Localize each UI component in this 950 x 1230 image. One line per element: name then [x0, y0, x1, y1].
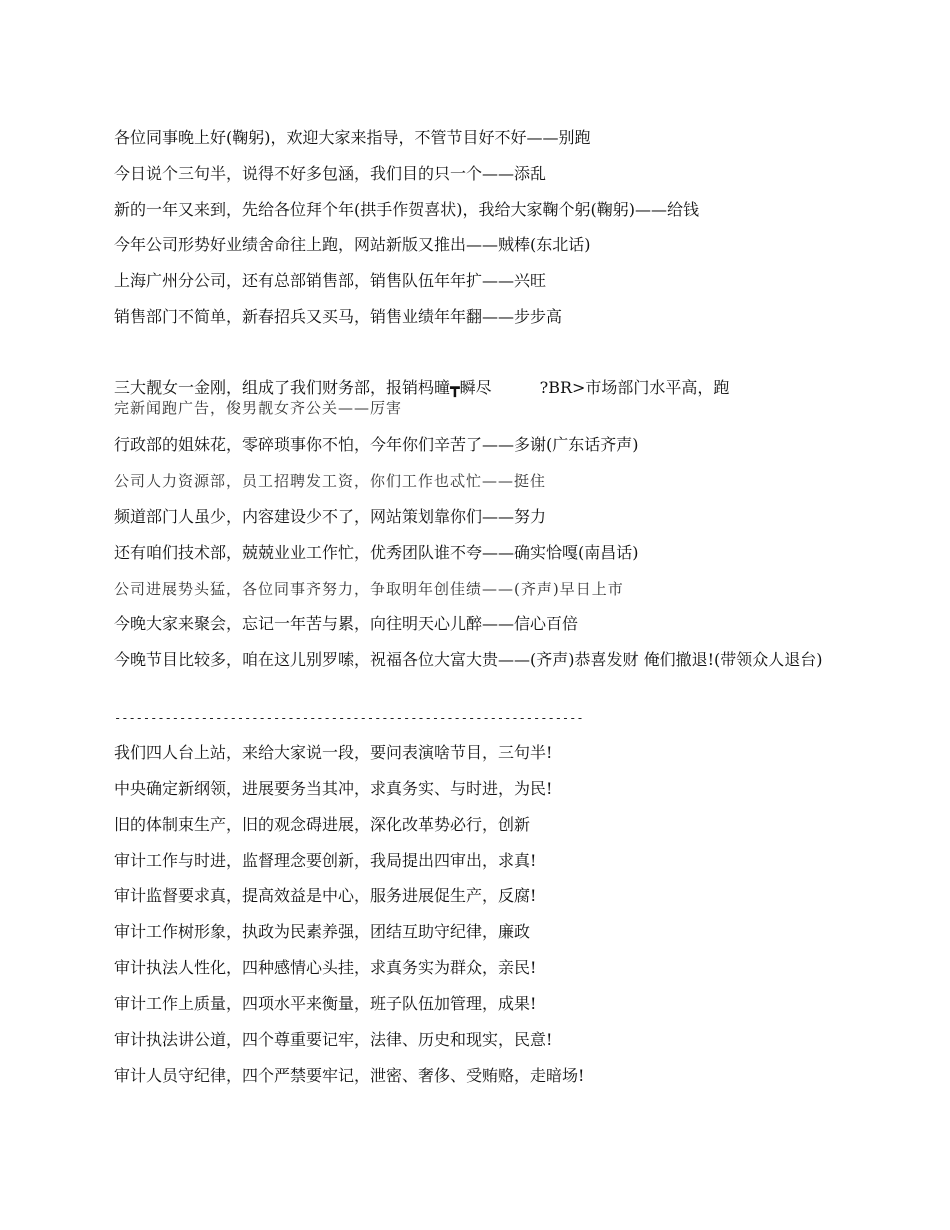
text-segment: ?BR>市场部门水平高，跑 — [539, 378, 730, 397]
text-line: 今晚大家来聚会，忘记一年苦与累，向往明天心儿醉——信心百倍 — [114, 614, 579, 633]
text-line: 频道部门人虽少，内容建设少不了，网站策划靠你们——努力 — [114, 507, 547, 526]
text-line: 各位同事晚上好(鞠躬)，欢迎大家来指导，不管节目好不好——别跑 — [114, 128, 591, 147]
text-line: 审计执法讲公道，四个尊重要记牢，法律、历史和现实，民意! — [114, 1030, 553, 1049]
text-line: 旧的体制束生产，旧的观念碍进展，深化改革势必行，创新 — [114, 815, 531, 834]
text-line: 审计工作上质量，四项水平来衡量，班子队伍加管理，成果! — [114, 994, 537, 1013]
text-line: 上海广州分公司，还有总部销售部，销售队伍年年扩——兴旺 — [114, 271, 547, 290]
text-line: 今年公司形势好业绩舍命往上跑，网站新版又推出——贼棒(东北话) — [114, 235, 591, 254]
text-segment-continuation: 完新闻跑广告，俊男靓女齐公关——厉害 — [114, 399, 403, 417]
text-segment: 三大靓女一金刚，组成了我们财务部，报销杩曈┳瞬尽 — [114, 378, 492, 397]
text-line: 审计执法人性化，四种感情心头挂，求真务实为群众，亲民! — [114, 958, 537, 977]
text-line: 公司人力资源部，员工招聘发工资，你们工作也忒忙——挺住 — [114, 472, 547, 490]
text-line: 还有咱们技术部，兢兢业业工作忙，优秀团队谁不夸——确实恰嘎(南昌话) — [114, 543, 639, 562]
text-line-wrapped: 今晚节目比较多，咱在这儿别罗嗦，祝福各位大富大贵——(齐声)恭喜发财 俺们撤退!(带领众人退台) — [114, 650, 823, 669]
text-line: 我们四人台上站，来给大家说一段，要问表演啥节目，三句半! — [114, 743, 553, 762]
text-line: 销售部门不简单，新春招兵又买马，销售业绩年年翻——步步高 — [114, 307, 563, 326]
text-line: 行政部的姐妹花，零碎琐事你不怕，今年你们辛苦了——多谢(广东话齐声) — [114, 435, 639, 454]
text-line: 审计人员守纪律，四个严禁要牢记，泄密、奢侈、受贿赂，走暗场! — [114, 1066, 585, 1085]
text-line-garbled — [114, 378, 844, 418]
text-line: 今日说个三句半，说得不好多包涵，我们目的只一个——添乱 — [114, 164, 547, 183]
text-line: 审计监督要求真，提高效益是中心，服务进展促生产，反腐! — [114, 886, 537, 905]
text-line: 审计工作与时进，监督理念要创新，我局提出四审出，求真! — [114, 851, 537, 870]
text-line: 公司进展势头猛，各位同事齐努力，争取明年创佳绩——(齐声)早日上市 — [114, 580, 624, 598]
text-line: 新的一年又来到，先给各位拜个年(拱手作贺喜状)，我给大家鞠个躬(鞠躬)——给钱 — [114, 200, 699, 219]
dashed-divider: ----------------------------------------------------------------- — [114, 711, 584, 725]
text-line: 审计工作树形象，执政为民素养强，团结互助守纪律，廉政 — [114, 922, 531, 941]
text-line: 中央确定新纲领，进展要务当其冲，求真务实、与时进，为民! — [114, 779, 553, 798]
